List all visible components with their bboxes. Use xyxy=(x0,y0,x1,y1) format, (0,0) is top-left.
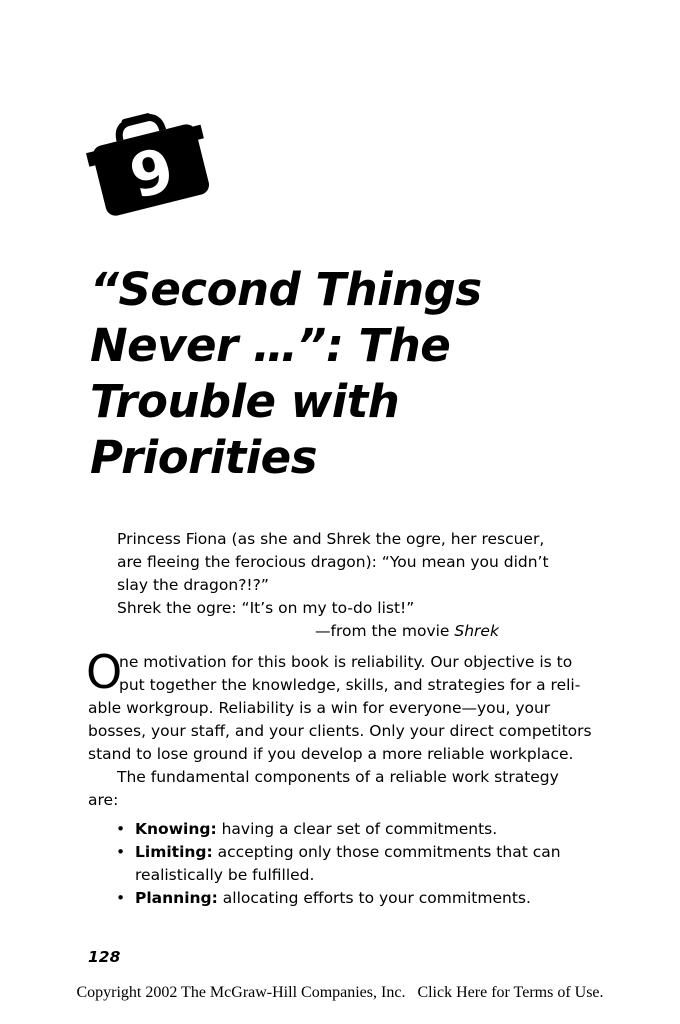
briefcase-chapter-icon xyxy=(86,110,216,222)
list-item xyxy=(116,887,598,910)
epigraph-line: Shrek the ogre: “It’s on my to-do list!” xyxy=(117,599,415,617)
epigraph-line: are fleeing the ferocious dragon): “You mean you didn’t xyxy=(117,553,549,571)
list-item xyxy=(116,818,598,841)
body-line: able workgroup. Reliability is a win for everyone—you, your xyxy=(88,699,551,717)
chapter-title xyxy=(90,262,650,486)
title-line: Trouble with xyxy=(90,375,400,428)
bullet-term: Planning: xyxy=(135,889,218,907)
bullet-text: having a clear set of commitments. xyxy=(216,820,498,838)
epigraph-attribution xyxy=(117,620,587,643)
body-line: ne motivation for this book is reliability. Our objective is to xyxy=(119,653,573,671)
attribution-prefix: —from the movie xyxy=(315,622,455,640)
title-line: Priorities xyxy=(90,431,317,484)
drop-cap: O xyxy=(86,645,123,699)
terms-of-use-link[interactable]: Click Here for Terms of Use. xyxy=(417,984,604,1001)
title-line: Never …”: The xyxy=(90,319,451,372)
paragraph-2 xyxy=(88,766,598,812)
bullet-text: allocating efforts to your commitments. xyxy=(217,889,531,907)
epigraph-line: slay the dragon?!?” xyxy=(117,576,269,594)
copyright-text: Copyright 2002 The McGraw-Hill Companies, Inc. xyxy=(76,984,406,1001)
epigraph xyxy=(117,528,587,643)
bullet-term: Knowing: xyxy=(135,820,217,838)
chapter-number: 9 xyxy=(123,134,181,213)
footer xyxy=(0,984,680,1002)
components-list xyxy=(88,818,598,910)
page-number: 128 xyxy=(88,948,121,966)
bullet-icon: • xyxy=(116,889,126,907)
title-line: “Second Things xyxy=(90,263,482,316)
body-line: put together the knowledge, skills, and strategies for a reli- xyxy=(119,676,581,694)
bullet-term: Limiting: xyxy=(135,843,213,861)
paragraph-1 xyxy=(86,645,598,766)
bullet-icon: • xyxy=(116,820,126,838)
epigraph-line: Princess Fiona (as she and Shrek the ogre, her rescuer, xyxy=(117,530,545,548)
body-line: stand to lose ground if you develop a more reliable workplace. xyxy=(88,745,574,763)
body-text xyxy=(86,645,598,910)
body-line: bosses, your staff, and your clients. Only your direct competitors xyxy=(88,722,592,740)
body-line: The fundamental components of a reliable work strategy xyxy=(117,768,559,786)
list-item xyxy=(116,841,598,887)
body-line: are: xyxy=(88,791,119,809)
bullet-text: accepting only those commitments that can xyxy=(212,843,561,861)
attribution-title: Shrek xyxy=(454,622,499,640)
bullet-text: realistically be fulfilled. xyxy=(135,866,315,884)
bullet-icon: • xyxy=(116,843,126,861)
